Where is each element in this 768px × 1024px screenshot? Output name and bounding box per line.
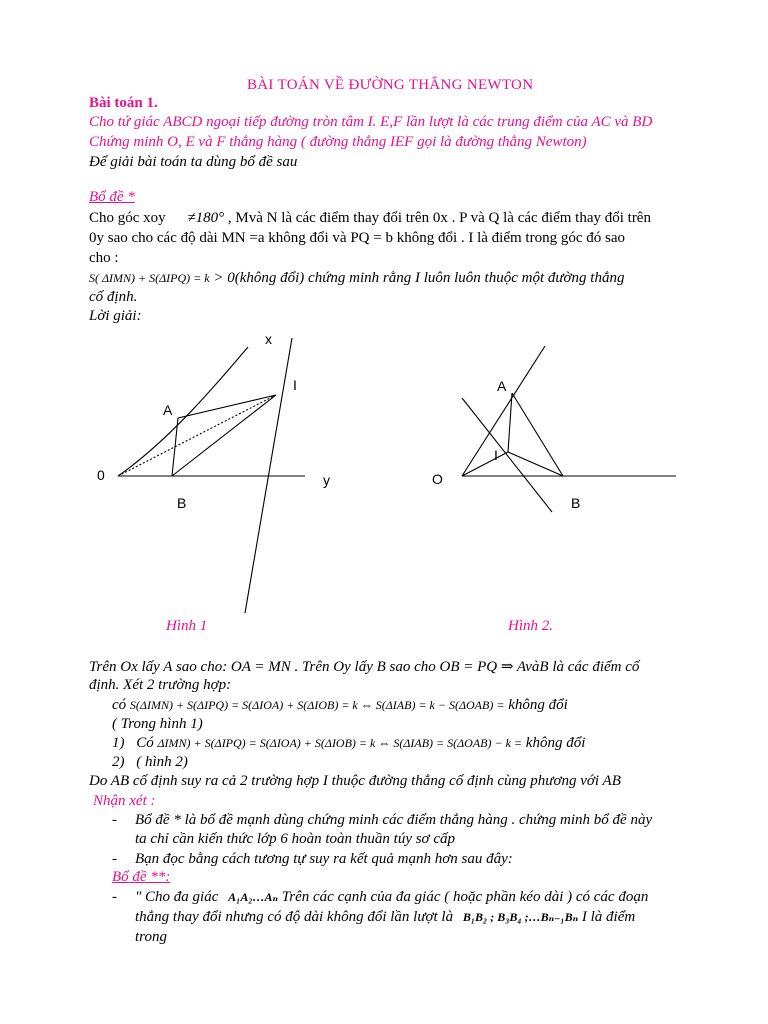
lemma2-bullet: - [112,889,117,905]
fig1-label-y: y [323,472,330,488]
fig1-segment-oi [118,395,276,476]
remark-1-line-1: Bổ đề * là bổ đề mạnh dùng chứng minh các điểm thẳng hàng . chứng minh bổ đề này [135,812,653,828]
lemma1-line-5: cố định. [89,289,138,305]
remark-1-line-2: ta chỉ cần kiến thức lớp 6 hoàn toàn thuần túy sơ cấp [135,831,455,847]
figure-1 [118,338,305,613]
fig1-label-x: x [265,331,272,347]
case-1-tail: không đổi [508,697,568,713]
fig2-caption: Hình 2. [508,618,553,634]
remark-bullet-1: - [112,812,117,828]
fig2-label-o: O [432,471,443,487]
lemma1-heading: Bổ đề * [89,189,135,205]
fig2-segment-ib [508,452,563,476]
solution-label: Lời giải: [89,308,142,324]
conclusion-text: Do AB cố định suy ra cả 2 trường hợp I thuộc đường thẳng cố định cùng phương với AB [89,773,621,789]
fig1-caption: Hình 1 [166,618,208,634]
fig1-label-b: B [177,495,187,511]
case-1-line [112,697,568,714]
lemma1-area-math: S( ΔIMN) + S(ΔIPQ) = k [89,271,210,285]
fig2-label-i: I [494,447,498,463]
case-2-tail: không đổi [525,735,586,751]
lemma2-polygon-math: A₁A₂…Aₙ [228,890,279,904]
lemma1-text-a: Cho góc xoy [89,210,166,226]
lemma2-line-3: trong [135,929,167,945]
lemma2-line-2-text-b: I là điểm [581,909,636,925]
solution-line-1: Trên Ox lấy A sao cho: OA = MN . Trên Oy lấy B sao cho OB = PQ ⇒ AvàB là các điểm cố [89,659,640,675]
fig1-curve-ox [118,347,248,476]
lemma2-line-2 [135,909,635,926]
case-3-number: 2) [112,754,125,770]
case-3-line [112,754,188,771]
lemma2-segments-math: B₁B₂ ; B₃B₄ ;…Bₙ₋₁Bₙ [462,910,579,924]
intro-text: Để giải bài toán ta dùng bổ đề sau [89,154,298,170]
fig2-segment-ab [512,393,563,476]
figure-2 [462,346,676,512]
remark-bullet-2: - [112,851,117,867]
case-1-math: S(ΔIMN) + S(ΔIPQ) = S(ΔIOA) + S(ΔIOB) = k ⇔ S(ΔIAB) = k − S(ΔOAB) = [129,698,505,712]
lemma2-line-1-text-b: Trên các cạnh của đa giác ( hoặc phần kéo dài ) có các đoạn [281,889,649,905]
case-2-line [112,735,585,752]
fig2-label-a: A [497,378,507,394]
lemma1-line-2: 0y sao cho các độ dài MN =a không đổi và PQ = b không đổi . I là điểm trong góc đó sao [89,230,625,246]
lemma1-line-3: cho : [89,250,119,266]
solution-line-2: định. Xét 2 trường hợp: [89,677,232,693]
fig1-label-a: A [163,402,173,418]
case-2-number: 1) [112,735,125,751]
lemma2-line-2-text-a: thẳng thay đổi nhưng có độ dài không đổi lần lượt là [135,909,454,925]
lemma2-line-1 [135,889,648,906]
fig2-segment-oi [462,452,508,476]
fig2-label-b: B [571,495,581,511]
problem-heading: Bài toán 1. [89,95,158,111]
fig1-segment-ab [172,418,178,476]
lemma1-text-b: , Mvà N là các điểm thay đổi trên 0x . P và Q là các điểm thay đổi trên [227,210,651,226]
case-1-note: ( Trong hình 1) [112,716,203,732]
fig1-label-i: I [293,377,297,393]
remark-2-text: Bạn đọc bằng cách tương tự suy ra kết quả mạnh hơn sau đây: [135,851,513,867]
problem-line-2: Chứng minh O, E và F thẳng hàng ( đường thẳng IEF gọi là đường thẳng Newton) [89,134,587,150]
problem-line-1: Cho tứ giác ABCD ngoại tiếp đường tròn tâm I. E,F lần lượt là các trung điểm của AC và BD [89,114,653,130]
fig2-segment-ai [508,393,512,452]
case-3-note: ( hình 2) [136,754,188,770]
case-2-prefix: Có [136,735,154,751]
remark-heading: Nhận xét : [93,793,156,809]
fig2-ray-oa [462,346,545,476]
lemma2-heading: Bổ đề **: [112,869,171,885]
lemma1-line-4-text: > 0(không đổi) chứng minh rằng I luôn luôn thuộc một đường thẳng [213,270,625,286]
case-1-prefix: có [112,697,127,713]
lemma1-angle-math: ≠180° [187,210,225,226]
fig1-label-o: 0 [97,467,105,483]
case-2-math: ΔIMN) + S(ΔIPQ) = S(ΔIOA) + S(ΔIOB) = k ⇔ S(ΔIAB) = S(ΔOAB) − k = [157,736,523,750]
lemma2-line-1-text-a: " Cho đa giác [135,889,219,905]
page-title: BÀI TOÁN VỀ ĐƯỜNG THẲNG NEWTON [247,77,534,93]
